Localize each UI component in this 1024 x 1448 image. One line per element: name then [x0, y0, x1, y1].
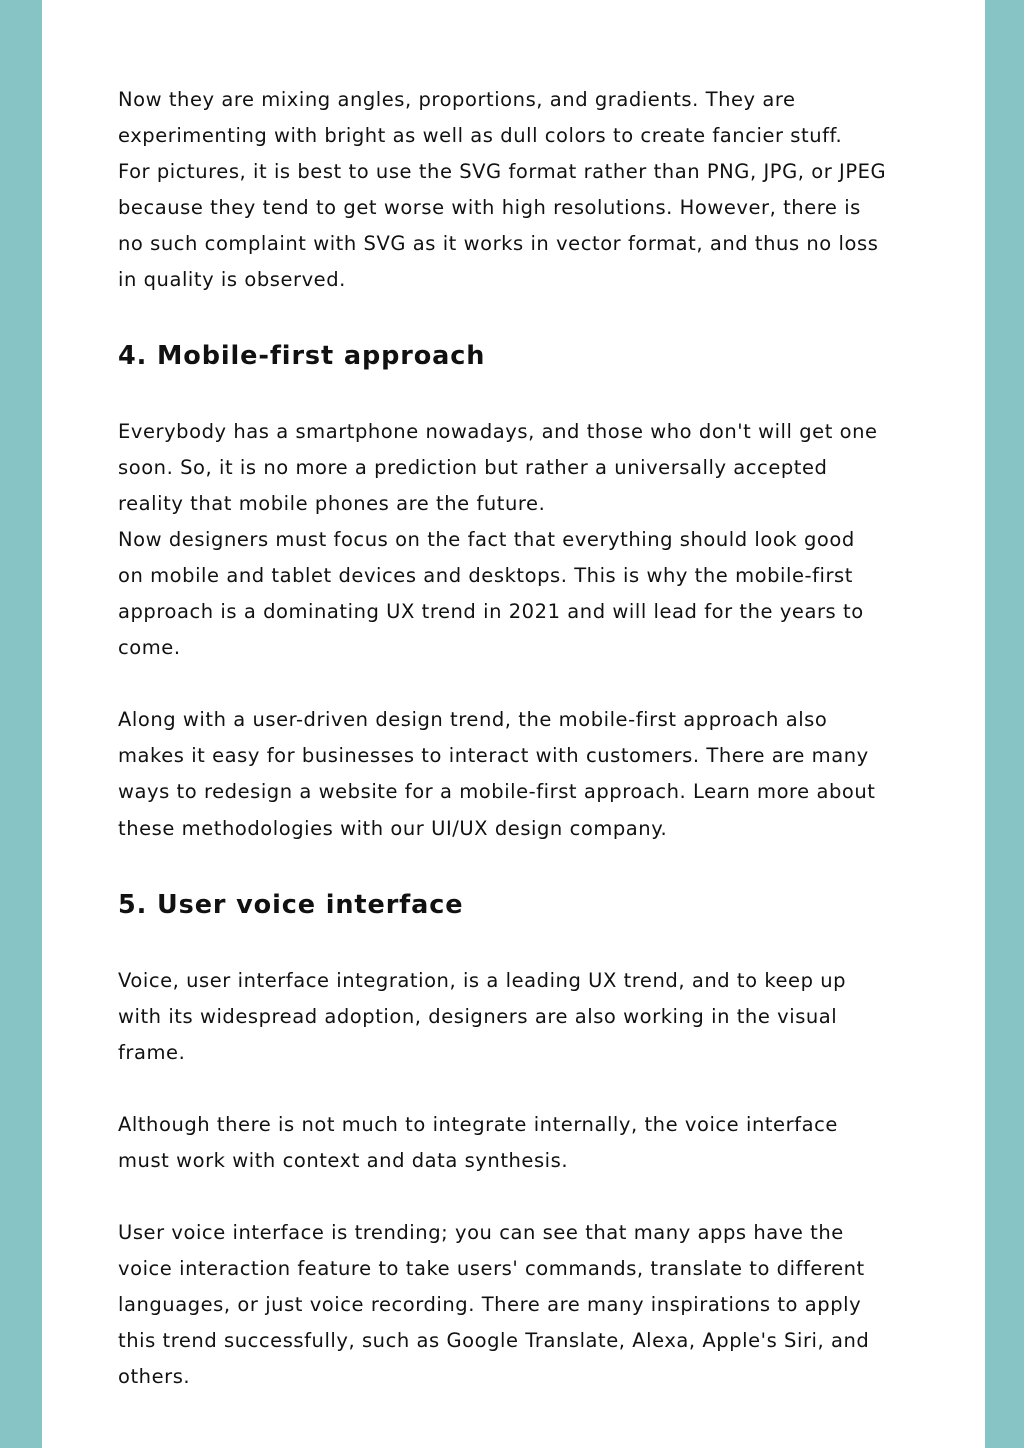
paragraph-spacer: [118, 1071, 918, 1107]
section5-paragraph-2: Although there is not much to integrate internally, the voice interface must work with context and data synthesis.: [118, 1112, 838, 1172]
section3-paragraph: Now they are mixing angles, proportions, and gradients. They are experimenting with bright as well as dull colors to create fancier stuff. For pictures, it is best to use the SVG format rather than PNG, JPG, or JPEG because they tend to get worse with high resolutions. However, there is no such complaint with SVG as it works in vector format, and thus no loss in quality is observed.: [118, 88, 887, 292]
paragraph-spacer: [118, 666, 918, 702]
section4-paragraph-1: Everybody has a smartphone nowadays, and those who don't will get one soon. So, it is no more a prediction but rather a universally accepted reality that mobile phones are the future. Now designers must focus on the fact that everything should look good on mobile and tablet devices and desktops. This is why the mobile-first approach is a dominating UX trend in 2021 and will lead for the years to come.: [118, 419, 878, 660]
section5-paragraph-1: Voice, user interface integration, is a leading UX trend, and to keep up with its widespread adoption, designers are also working in the visual frame.: [118, 968, 847, 1064]
paragraph-spacer: [118, 1179, 918, 1215]
document-page: [42, 0, 985, 1448]
section4-heading: 4. Mobile-first approach: [118, 340, 486, 371]
section4-paragraph-2: Along with a user-driven design trend, the mobile-first approach also makes it easy for businesses to interact with customers. There are many ways to redesign a website for a mobile-first approach. Learn more about these methodologies with our UI/UX design company.: [118, 708, 876, 840]
article-body: [118, 82, 918, 1396]
section5-heading: 5. User voice interface: [118, 889, 464, 920]
section5-paragraph-3: User voice interface is trending; you can see that many apps have the voice interaction feature to take users' commands, translate to different languages, or just voice recording. There are many inspirations to apply this trend successfully, such as Google Translate, Alexa, Apple's Siri, and others.: [118, 1221, 870, 1389]
